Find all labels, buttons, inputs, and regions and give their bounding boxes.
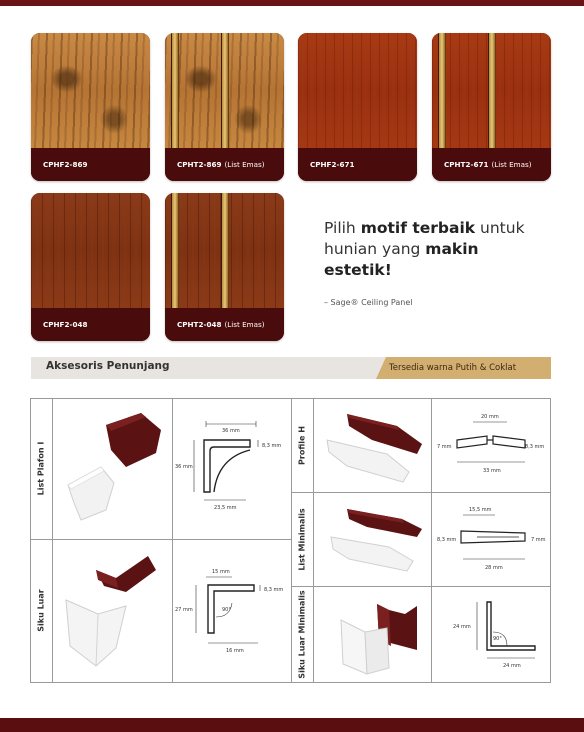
availability-text: Tersedia warna Putih & Coklat: [389, 363, 517, 373]
dim-label: 36 mm: [222, 428, 240, 434]
product-code: CPHT2-048: [177, 320, 222, 329]
tagline-quote: [324, 218, 544, 281]
row-label: Siku Luar Minimalis: [297, 590, 307, 679]
list-plafon-photo: [56, 405, 168, 533]
siku-luar-diagram: [174, 545, 288, 677]
quote-emphasis: makin estetik: [324, 240, 479, 279]
table-divider: [52, 398, 53, 682]
product-caption: [165, 148, 284, 181]
dim-label: 8,3 mm: [525, 444, 545, 450]
accessories-title: Aksesoris Penunjang: [46, 360, 170, 372]
gold-strip: [171, 33, 179, 148]
dim-label: 27 mm: [175, 607, 193, 613]
product-caption: [165, 308, 284, 341]
table-divider: [291, 586, 550, 587]
row-label: Siku Luar: [36, 589, 46, 632]
table-divider: [291, 398, 292, 682]
row-label: List Minimalis: [297, 508, 307, 571]
quote-attribution: – Sage® Ceiling Panel: [324, 298, 413, 307]
gold-strip: [221, 193, 229, 308]
product-card[interactable]: [165, 193, 284, 341]
table-divider: [30, 539, 292, 540]
dim-label: 15 mm: [212, 569, 230, 575]
product-card[interactable]: [165, 33, 284, 181]
product-code: CPHF2-869: [43, 160, 88, 169]
dim-label: 8,3 mm: [262, 443, 282, 449]
product-note: (List Emas): [224, 320, 265, 329]
table-divider: [313, 398, 314, 682]
dim-label: 24 mm: [453, 624, 471, 630]
product-code: CPHF2-671: [310, 160, 355, 169]
wood-swatch: [31, 33, 150, 148]
product-card[interactable]: [31, 193, 150, 341]
siku-luar-photo: [56, 548, 168, 676]
top-accent-bar: [0, 0, 584, 6]
dim-label: 7 mm: [531, 537, 546, 543]
table-divider: [431, 398, 432, 682]
product-caption: [31, 308, 150, 341]
dim-label: 16 mm: [226, 648, 244, 654]
profile-h-diagram: [433, 406, 547, 488]
dim-label: 36 mm: [175, 464, 193, 470]
product-caption: [432, 148, 551, 181]
wood-swatch: [298, 33, 417, 148]
list-plafon-diagram: [174, 406, 288, 534]
dim-label: 90°: [222, 607, 231, 613]
quote-emphasis: motif terbaik: [360, 219, 476, 237]
product-code: CPHT2-869: [177, 160, 222, 169]
gold-strip: [488, 33, 496, 148]
dim-label: 8,3 mm: [437, 537, 457, 543]
gold-strip: [171, 193, 179, 308]
product-caption: [298, 148, 417, 181]
quote-text: untuk hunian yang: [324, 219, 525, 258]
quote-text: Pilih: [324, 219, 361, 237]
wood-swatch: [31, 193, 150, 308]
row-label: List Plafon I: [36, 441, 46, 496]
dim-label: 90°: [493, 636, 502, 642]
list-minimalis-diagram: [433, 497, 547, 583]
product-code: CPHT2-671: [444, 160, 489, 169]
table-divider: [291, 492, 550, 493]
dim-label: 7 mm: [437, 444, 452, 450]
profile-h-photo: [317, 404, 427, 488]
product-note: (List Emas): [491, 160, 532, 169]
list-minimalis-photo: [317, 497, 427, 581]
product-caption: [31, 148, 150, 181]
table-divider: [172, 398, 173, 682]
dim-label: 8,3 mm: [264, 587, 284, 593]
quote-emphasis: !: [384, 261, 392, 279]
product-card[interactable]: [432, 33, 551, 181]
product-card[interactable]: [298, 33, 417, 181]
dim-label: 28 mm: [485, 565, 503, 571]
dim-label: 15,5 mm: [469, 507, 492, 513]
product-note: (List Emas): [224, 160, 265, 169]
dim-label: 24 mm: [503, 663, 521, 669]
product-card[interactable]: [31, 33, 150, 181]
dim-label: 23,5 mm: [214, 505, 237, 511]
gold-strip: [438, 33, 446, 148]
dim-label: 33 mm: [483, 468, 501, 474]
product-code: CPHF2-048: [43, 320, 88, 329]
siku-luar-minimalis-photo: [317, 592, 427, 678]
siku-luar-minimalis-diagram: [433, 592, 547, 678]
dim-label: 20 mm: [481, 414, 499, 420]
gold-strip: [221, 33, 229, 148]
bottom-accent-bar: [0, 718, 584, 732]
row-label: Profile H: [297, 426, 307, 465]
